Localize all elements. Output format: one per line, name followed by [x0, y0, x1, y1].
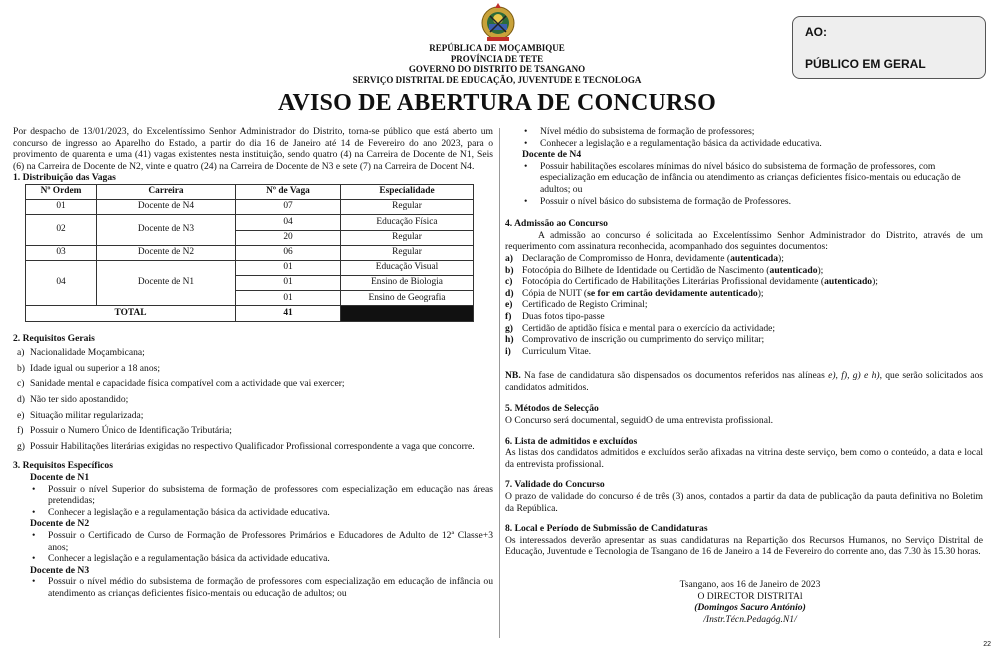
addressee-value: PÚBLICO EM GERAL [805, 57, 926, 71]
table-cell: 04 [26, 260, 97, 306]
table-total-row [26, 306, 474, 321]
table-cell: 01 [236, 260, 341, 275]
table-row [26, 215, 474, 230]
page-title: AVISO DE ABERTURA DE CONCURSO [278, 90, 716, 116]
list-item: a) Declaração de Compromisso de Honra, devidamente (autenticada); [505, 252, 784, 264]
total-label: TOTAL [26, 306, 236, 321]
list-item: g) Certidão de aptidão física e mental para o exercício da actividade; [505, 322, 776, 334]
table-cell: Ensino de Geografia [341, 291, 474, 306]
section-1-title: 1. Distribuição das Vagas [13, 172, 116, 184]
table-row [26, 200, 474, 215]
list-item: c) Sanidade mental e capacidade física compatível com a actividade que vai exercer; [17, 378, 345, 390]
table-cell: 01 [236, 276, 341, 291]
list-item: • Nível médio do subsistema de formação de professores; [505, 126, 983, 138]
table-cell: Docente de N3 [97, 215, 236, 245]
list-item: f) Duas fotos tipo-passe [505, 310, 605, 322]
list-item: g) Possuir Habilitações literárias exigidas no respectivo Qualificador Profissional correspondente a vaga que concorre. [17, 440, 475, 452]
table-cell: 03 [26, 245, 97, 260]
general-requirements-list [13, 347, 493, 452]
n3-requirements-part2 [505, 126, 983, 149]
n2-requirements [13, 530, 493, 565]
signature-block [620, 579, 880, 625]
table-header-cell: Carreira [97, 184, 236, 199]
list-item: • Possuir o Certificado de Curso de Formação de Professores Primários e Educadores de Adulto de 12ª Classe+3 anos; [13, 530, 493, 553]
documents-list [505, 253, 983, 357]
section-8-title: 8. Local e Período de Submissão de Candidaturas [505, 523, 708, 535]
section-2-title: 2. Requisitos Gerais [13, 332, 95, 344]
signature-role: O DIRECTOR DISTRITAl [697, 590, 803, 602]
list-item: f) Possuir o Numero Único de Identificação Tributária; [17, 425, 232, 437]
table-header-row [26, 184, 474, 199]
intro-paragraph: Por despacho de 13/01/2023, do Excelentíssimo Senhor Administrador do Distrito, torna-se público que está aberto um concurso de ingresso ao Aparelho do Estado, a partir do dia 16 de Janeiro até 14 de Fevereiro do ano 2023, para o provimento de quarenta e uma (41) vagas existentes nesta instituição, sendo quatro (4) na Carreira de Docente de N1, Seis (6) na Carreira de Docente de N2, vinte e quatro (24) na Carreira de Docente de N3 e sete (7) na Carreira de Docent N4. [13, 126, 493, 172]
header-line-4: SERVIÇO DISTRITAL DE EDUCAÇÃO, JUVENTUDE E TECNOLOGA [352, 74, 642, 85]
list-item: a) Nacionalidade Moçambicana; [17, 347, 145, 359]
header-line-1: REPÚBLICA DE MOÇAMBIQUE [429, 43, 565, 53]
left-column [13, 126, 493, 600]
list-item: • Possuir o nível médio do subsistema de formação de professores com especialização em educação de infância ou atendimento as crianças deficientes físico-mentais ou educação de adultos; ou [13, 576, 493, 599]
table-cell: Educação Visual [341, 260, 474, 275]
table-cell: Regular [341, 230, 474, 245]
n3-label: Docente de N3 [30, 564, 90, 576]
list-item: b) Fotocópia do Bilhete de Identidade ou Certidão de Nascimento (autenticado); [505, 264, 824, 276]
signature-name: (Domingos Sacuro António) [694, 602, 806, 614]
section-7-text: O prazo de validade do concurso é de três (3) anos, contados a partir da data de publicação da pauta definitiva no Boletim da República. [505, 491, 983, 514]
coat-of-arms-emblem [478, 2, 518, 42]
page-number: 22 [983, 641, 991, 648]
nb-note: NB. Na fase de candidatura são dispensados os documentos referidos nas alíneas e), f), g) e h), que serão solicitados aos candidatos admitidos. [505, 370, 983, 393]
table-header-cell: Especialidade [341, 184, 474, 199]
list-item: h) Comprovativo de inscrição ou cumprimento do serviço militar; [505, 334, 765, 346]
column-divider [499, 128, 500, 638]
n1-label: Docente de N1 [30, 472, 90, 483]
vacancy-table [25, 184, 474, 322]
section-4-title: 4. Admissão ao Concurso [505, 218, 608, 230]
table-row [26, 245, 474, 260]
section-6-title: 6. Lista de admitidos e excluídos [505, 435, 638, 447]
addressee-box [792, 16, 986, 79]
right-column [505, 126, 983, 558]
total-value: 41 [236, 306, 341, 321]
list-item: • Conhecer a legislação e a regulamentação básica da actividade educativa. [13, 553, 493, 565]
n2-label: Docente de N2 [30, 518, 90, 530]
list-item: • Possuir o nível básico do subsistema de formação de Professores. [505, 196, 983, 208]
signature-rank: /Instr.Técn.Pedagóg.N1/ [703, 613, 797, 625]
table-cell: Ensino de Biologia [341, 276, 474, 291]
total-blank-cell [341, 306, 474, 321]
institution-header [300, 43, 694, 85]
table-cell: 20 [236, 230, 341, 245]
section-4-text: A admissão ao concurso é solicitada ao Excelentíssimo Senhor Administrador do Distrito, através de um requerimento com assinatura reconhecida, acompanhado dos seguintes documentos: [505, 229, 983, 253]
list-item: e) Situação militar regularizada; [17, 409, 144, 421]
table-row [26, 260, 474, 275]
header-line-3: GOVERNO DO DISTRITO DE TSANGANO [408, 64, 586, 74]
table-header-cell: Nº Ordem [26, 184, 97, 199]
list-item: b) Idade igual ou superior a 18 anos; [17, 362, 161, 374]
table-cell: 04 [236, 215, 341, 230]
table-cell: 02 [26, 215, 97, 245]
list-item: e) Certificado de Registo Criminal; [505, 299, 648, 311]
table-header-cell: Nº de Vaga [236, 184, 341, 199]
section-8-text: Os interessados deverão apresentar as suas candidaturas na Repartição dos Recursos Humanos, no Serviço Distrital de Educação, Juventude e Tecnologia de Tsangano de 16 de Janeiro a 14 de Fevereiro do corrente ano, das 7.30 às 15.30 horas. [505, 534, 983, 558]
n4-label: Docente de N4 [522, 149, 582, 161]
table-cell: 01 [26, 200, 97, 215]
n4-requirements [505, 161, 983, 207]
table-cell: Educação Física [341, 215, 474, 230]
list-item: c) Fotocópia do Certificado de Habilitações Literárias Profissional devidamente (autenticado); [505, 276, 878, 288]
table-cell: 06 [236, 245, 341, 260]
header-line-2: PROVÍNCIA DE TETE [450, 53, 544, 64]
table-cell: 01 [236, 291, 341, 306]
list-item: d) Não ter sido apostandido; [17, 394, 129, 406]
table-cell: Docente de N2 [97, 245, 236, 260]
list-item: d) Cópia de NUIT (se for em cartão devidamente autenticado); [505, 287, 764, 299]
table-cell: 07 [236, 200, 341, 215]
list-item: • Possuir habilitações escolares mínimas do nível básico do subsistema de formação de professores, com especialização em educação de infância ou atendimento as crianças deficientes físico-mentais ou educação de adultos; ou [505, 161, 983, 196]
section-6-text: As listas dos candidatos admitidos e excluídos serão afixadas na vitrina deste serviço, bem como o conteúdo, a data e local da entrevista profissional. [505, 447, 983, 470]
table-cell: Regular [341, 200, 474, 215]
list-item: • Conhecer a legislação e a regulamentação básica da actividade educativa. [505, 138, 983, 150]
signature-place-date: Tsangano, aos 16 de Janeiro de 2023 [679, 579, 821, 590]
addressee-label: AO: [805, 25, 827, 39]
n1-requirements [13, 484, 493, 519]
list-item: • Conhecer a legislação e a regulamentação básica da actividade educativa. [13, 507, 493, 519]
section-7-title: 7. Validade do Concurso [505, 479, 605, 491]
table-cell: Regular [341, 245, 474, 260]
section-3-title: 3. Requisitos Específicos [13, 460, 113, 472]
list-item: i) Curriculum Vitae. [505, 345, 592, 357]
section-5-text: O Concurso será documental, seguidO de uma entrevista profissional. [505, 415, 774, 427]
list-item: • Possuir o nível Superior do subsistema de formação de professores com especialização em educação nas áreas pretendidas; [13, 484, 493, 507]
n3-requirements-part1 [13, 576, 493, 599]
table-cell: Docente de N1 [97, 260, 236, 306]
table-cell: Docente de N4 [97, 200, 236, 215]
section-5-title: 5. Métodos de Selecção [505, 403, 599, 415]
